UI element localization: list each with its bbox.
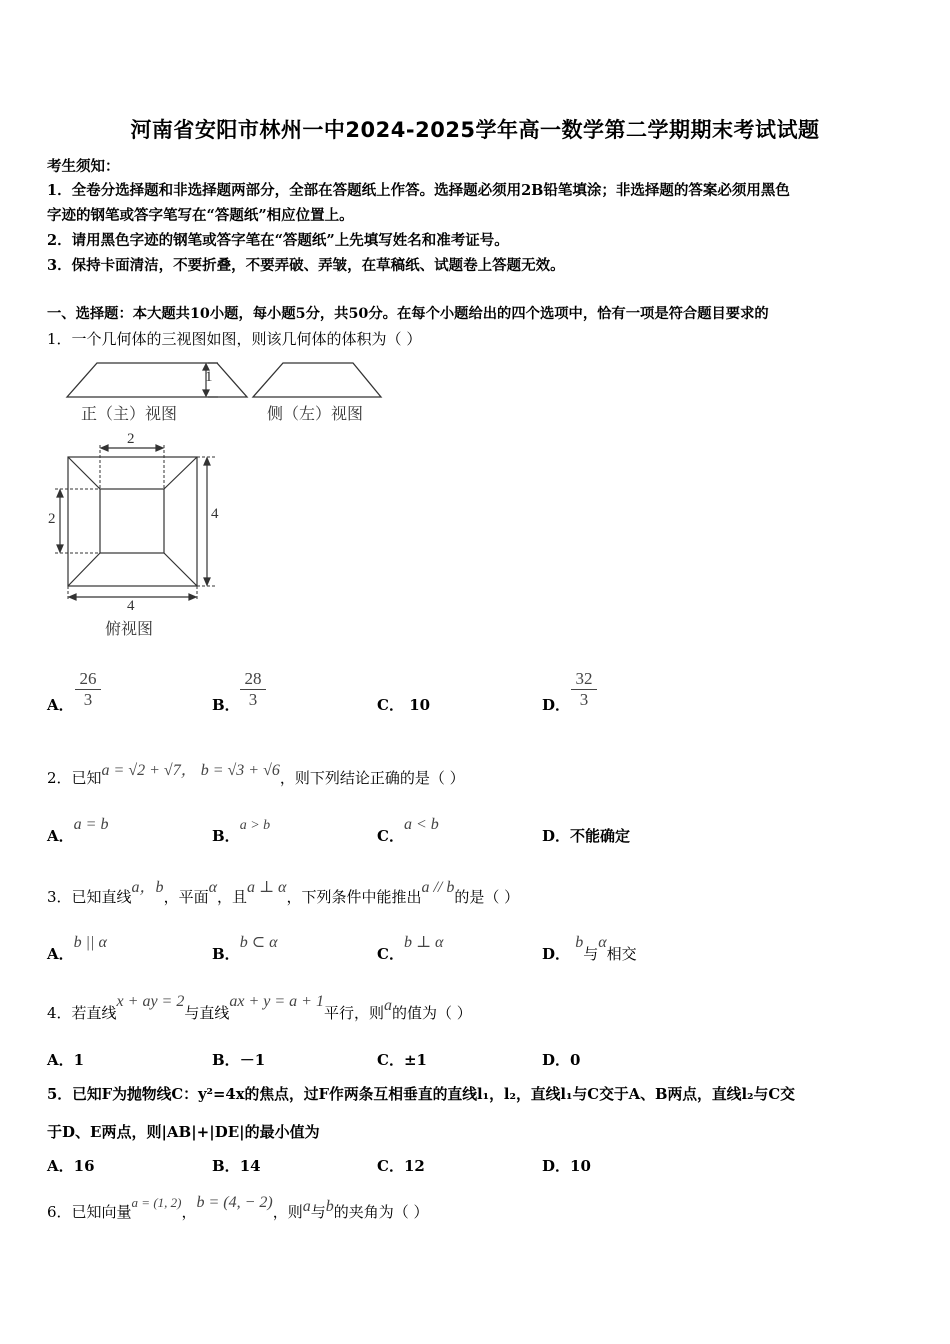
q4-option-c[interactable]: C．±1 (377, 1051, 427, 1069)
top-view-square (68, 457, 197, 586)
dim-outer-bottom-label: 4 (127, 598, 135, 614)
q6-stem: 6．已知向量a = (1, 2)，b = (4, − 2)，则a与b的夹角为（ ） (47, 1194, 429, 1221)
three-view-figure (55, 355, 395, 635)
q3-option-d[interactable]: D． b与α相交 (542, 934, 637, 963)
section-heading: 一、选择题：本大题共10小题，每小题5分，共50分。在每个小题给出的四个选项中，恰有一项是符合题目要求的 (47, 306, 769, 322)
q5-stem-line1: 5．已知F为抛物线C：y²=4x的焦点，过F作两条互相垂直的直线l₁，l₂，直线l₁与C交于A、B两点，直线l₂与C交 (47, 1086, 795, 1103)
q2-option-d[interactable]: D．不能确定 (542, 827, 631, 845)
q5-option-c[interactable]: C．12 (377, 1157, 425, 1175)
front-view-caption: 正（主）视图 (81, 404, 178, 423)
front-view-trapezoid (67, 363, 247, 397)
q1-option-d-letter[interactable]: D． (542, 696, 571, 714)
q3-option-a[interactable]: A．b || α (47, 934, 107, 963)
side-view-caption: 侧（左）视图 (267, 404, 364, 423)
q1-stem: 1．一个几何体的三视图如图，则该几何体的体积为（ ） (47, 330, 422, 348)
q5-option-a[interactable]: A．16 (47, 1157, 95, 1175)
q4-option-a[interactable]: A．1 (47, 1051, 85, 1069)
side-view-trapezoid (253, 363, 381, 397)
q1-option-b-fraction: $\frac{28}{3}$ (240, 669, 266, 710)
q1-option-a-letter[interactable]: A． (47, 696, 74, 714)
q3-stem: 3．已知直线a，b，平面α，且a ⊥ α，下列条件中能推出a // b的是（ ） (47, 879, 520, 906)
q4-option-b[interactable]: B．－1 (212, 1051, 266, 1069)
notice-line-1a: 1．全卷分选择题和非选择题两部分，全部在答题纸上作答。选择题必须用2B铅笔填涂；非选择题的答案必须用黑色 (47, 182, 790, 199)
q4-option-d[interactable]: D．0 (542, 1051, 581, 1069)
top-view-caption: 俯视图 (105, 619, 154, 638)
notice-line-3: 3．保持卡面清洁，不要折叠，不要弄破、弄皱，在草稿纸、试题卷上答题无效。 (47, 257, 565, 274)
q1-option-c[interactable]: C． 10 (377, 696, 431, 714)
q3-option-c[interactable]: C．b ⊥ α (377, 934, 444, 963)
page-title: 河南省安阳市林州一中2024-2025学年高一数学第二学期期末考试试题 (130, 118, 820, 142)
q2-option-b[interactable]: B．a > b (212, 818, 271, 845)
q2-option-a[interactable]: A．a = b (47, 816, 109, 845)
q1-option-a-fraction: $\frac{26}{3}$ (75, 669, 101, 710)
dim-outer-right-label: 4 (211, 506, 219, 522)
q1-option-b-letter[interactable]: B． (212, 696, 240, 714)
q5-stem-line2: 于D、E两点，则|AB|+|DE|的最小值为 (47, 1123, 320, 1141)
q5-option-d[interactable]: D．10 (542, 1157, 591, 1175)
dim-height-label: 1 (205, 369, 213, 385)
dim-inner-top-label: 2 (127, 431, 135, 447)
q5-option-b[interactable]: B．14 (212, 1157, 261, 1175)
q2-option-c[interactable]: C．a < b (377, 816, 439, 845)
notice-line-1b: 字迹的钢笔或答字笔写在“答题纸”相应位置上。 (47, 207, 354, 224)
notice-heading: 考生须知： (47, 158, 120, 175)
dim-inner-left-label: 2 (48, 511, 56, 527)
q3-option-b[interactable]: B．b ⊂ α (212, 934, 278, 963)
q4-stem: 4．若直线x + ay = 2与直线ax + y = a + 1平行，则a的值为（ ） (47, 993, 472, 1022)
q2-stem: 2．已知a = √2 + √7， b = √3 + √6，则下列结论正确的是（ ） (47, 762, 465, 787)
notice-line-2: 2．请用黑色字迹的钢笔或答字笔在“答题纸”上先填写姓名和准考证号。 (47, 232, 509, 249)
q1-option-d-fraction: $\frac{32}{3}$ (571, 669, 597, 710)
